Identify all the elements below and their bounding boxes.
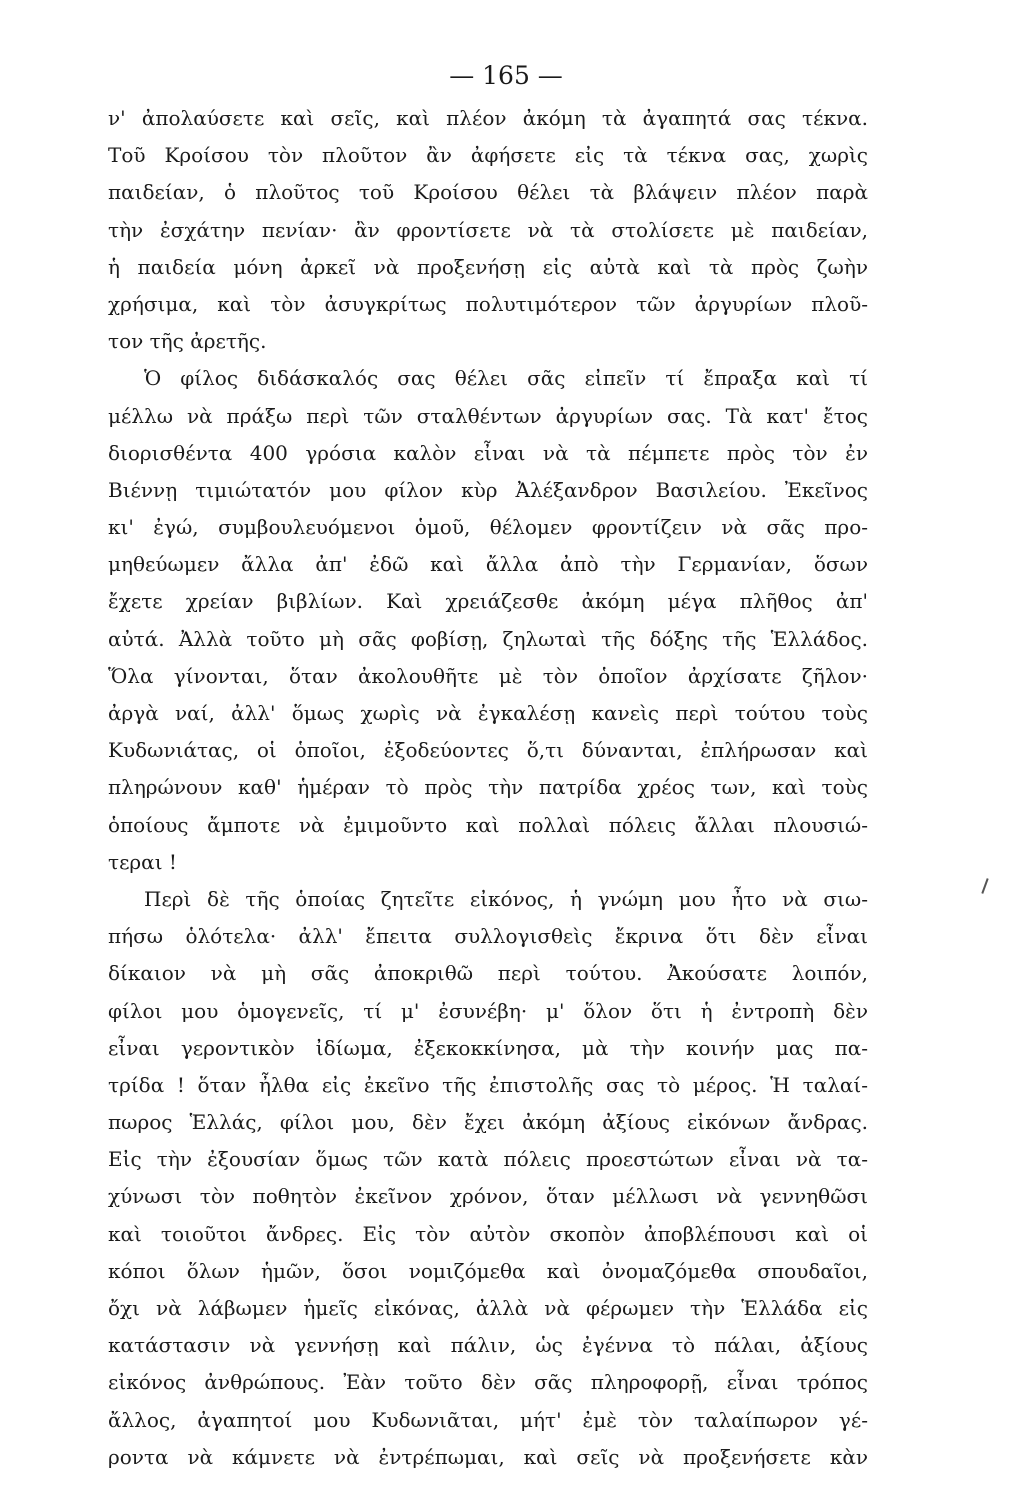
text-line: φίλοι μου ὁμογενεῖς, τί μ' ἐσυνέβη· μ' ὅλον ὅτι ἡ ἐντροπὴ δὲν [108,998,868,1023]
text-line: τεραι ! [108,849,177,874]
text-line: Βιέννῃ τιμιώτατόν μου φίλον κὺρ Ἀλέξανδρον Βασιλείου. Ἐκεῖνος [108,477,868,502]
text-line: χρήσιμα, καὶ τὸν ἀσυγκρίτως πολυτιμότερον τῶν ἀργυρίων πλοῦ- [108,291,868,316]
text-line: ὁποίους ἄμποτε νὰ ἐμιμοῦντο καὶ πολλαὶ πόλεις ἄλλαι πλουσιώ- [108,812,868,837]
body-text [108,100,868,1476]
text-line: παιδείαν, ὁ πλοῦτος τοῦ Κροίσου θέλει τὰ βλάψειν πλέον παρὰ [108,180,868,205]
text-line: κι' ἐγώ, συμβουλευόμενοι ὁμοῦ, θέλομεν φροντίζειν νὰ σᾶς προ- [108,515,868,540]
text-line: πληρώνουν καθ' ἡμέραν τὸ πρὸς τὴν πατρίδα χρέος των, καὶ τοὺς [108,775,868,800]
margin-mark [981,878,988,894]
text-line: εἶναι γεροντικὸν ἰδίωμα, ἐξεκοκκίνησα, μὰ τὴν κοινήν μας πα- [108,1035,868,1060]
text-line: τον τῆς ἀρετῆς. [108,329,267,354]
text-line: τὴν ἐσχάτην πενίαν· ἂν φροντίσετε νὰ τὰ στολίσετε μὲ παιδείαν, [108,217,868,242]
text-line: μέλλω νὰ πράξω περὶ τῶν σταλθέντων ἀργυρίων σας. Τὰ κατ' ἔτος [108,403,868,428]
text-line: ἔχετε χρείαν βιβλίων. Καὶ χρειάζεσθε ἀκόμη μέγα πλῆθος ἀπ' [108,589,868,614]
text-line: ροντα νὰ κάμνετε νὰ ἐντρέπωμαι, καὶ σεῖς νὰ προξενήσετε κὰν [108,1444,868,1469]
text-line: εἰκόνος ἀνθρώπους. Ἐὰν τοῦτο δὲν σᾶς πληροφορῇ, εἶναι τρόπος [108,1370,868,1395]
text-line: Ὁ φίλος διδάσκαλός σας θέλει σᾶς εἰπεῖν τί ἔπραξα καὶ τί [144,366,868,391]
text-line: ἡ παιδεία μόνη ἀρκεῖ νὰ προξενήσῃ εἰς αὐτὰ καὶ τὰ πρὸς ζωὴν [108,254,868,279]
text-line: αὐτά. Ἀλλὰ τοῦτο μὴ σᾶς φοβίσῃ, ζηλωταὶ τῆς δόξης τῆς Ἑλλάδος. [108,626,868,651]
text-line: μηθεύωμεν ἄλλα ἀπ' ἐδῶ καὶ ἄλλα ἀπὸ τὴν Γερμανίαν, ὅσων [108,552,868,577]
text-line: ἄλλος, ἀγαπητοί μου Κυδωνιᾶται, μήτ' ἐμὲ τὸν ταλαίπωρον γέ- [108,1407,868,1432]
text-line: δίκαιον νὰ μὴ σᾶς ἀποκριθῶ περὶ τούτου. Ἀκούσατε λοιπόν, [108,961,868,986]
page-number: — 165 — [449,61,563,90]
text-line: Εἰς τὴν ἐξουσίαν ὅμως τῶν κατὰ πόλεις προεστώτων εἶναι νὰ τα- [108,1147,868,1172]
text-line: διορισθέντα 400 γρόσια καλὸν εἶναι νὰ τὰ πέμπετε πρὸς τὸν ἐν [108,440,868,465]
text-line: ἀργὰ ναί, ἀλλ' ὅμως χωρὶς νὰ ἐγκαλέσῃ κανεὶς περὶ τούτου τοὺς [108,701,868,725]
text-line: τρίδα ! ὅταν ἦλθα εἰς ἐκεῖνο τῆς ἐπιστολῆς σας τὸ μέρος. Ἡ ταλαί- [108,1072,868,1097]
text-line: ὄχι νὰ λάβωμεν ἡμεῖς εἰκόνας, ἀλλὰ νὰ φέρωμεν τὴν Ἑλλάδα εἰς [108,1296,868,1320]
text-line: Τοῦ Κροίσου τὸν πλοῦτον ἂν ἀφήσετε εἰς τὰ τέκνα σας, χωρὶς [108,143,868,168]
text-line: χύνωσι τὸν ποθητὸν ἐκεῖνον χρόνον, ὅταν μέλλωσι νὰ γεννηθῶσι [108,1184,868,1209]
text-line: κατάστασιν νὰ γεννήσῃ καὶ πάλιν, ὡς ἐγέννα τὸ πάλαι, ἀξίους [108,1333,868,1358]
text-line: κόποι ὅλων ἡμῶν, ὅσοι νομιζόμεθα καὶ ὀνομαζόμεθα σπουδαῖοι, [108,1258,868,1283]
text-line: Ὅλα γίνονται, ὅταν ἀκολουθῆτε μὲ τὸν ὁποῖον ἀρχίσατε ζῆλον· [108,663,868,688]
text-line: ν' ἀπολαύσετε καὶ σεῖς, καὶ πλέον ἀκόμη τὰ ἀγαπητά σας τέκνα. [108,106,868,130]
text-line: πωρος Ἑλλάς, φίλοι μου, δὲν ἔχει ἀκόμη ἀξίους εἰκόνων ἄνδρας. [108,1110,868,1135]
text-line: Κυδωνιάτας, οἱ ὁποῖοι, ἐξοδεύοντες ὅ,τι δύνανται, ἐπλήρωσαν καὶ [108,738,868,763]
text-line: πήσω ὁλότελα· ἀλλ' ἔπειτα συλλογισθεὶς ἔκρινα ὅτι δὲν εἶναι [108,924,868,949]
text-line: καὶ τοιοῦτοι ἄνδρες. Εἰς τὸν αὐτὸν σκοπὸν ἀποβλέπουσι καὶ οἱ [108,1221,868,1246]
text-line: Περὶ δὲ τῆς ὁποίας ζητεῖτε εἰκόνος, ἡ γνώμη μου ἦτο νὰ σιω- [144,886,868,911]
